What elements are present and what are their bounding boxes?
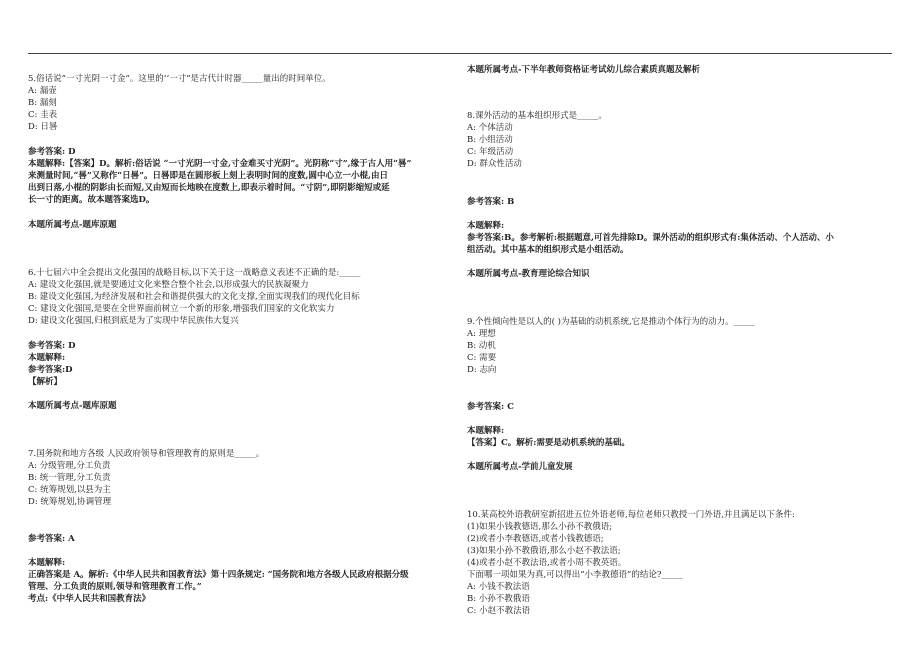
- question-10: [467, 509, 897, 617]
- question-6-topic: [28, 400, 458, 412]
- option-b: B: 漏刻: [28, 98, 57, 108]
- explanation-line: 长一寸的距离。故本题答案选D。: [28, 195, 155, 205]
- option-c: C: 统筹规划,以县为主: [28, 485, 111, 495]
- question-stem: 7.国务院和地方各级 人民政府领导和管理教育的原则是_____。: [28, 449, 265, 459]
- condition-line: (3)如果小孙不教俄语,那么小赵不教法语;: [467, 546, 621, 556]
- topic-label: 本题所属考点-下半年教师资格证考试幼儿综合素质真题及解析: [467, 65, 701, 75]
- explanation-line: 本题解释:【答案】D。解析:俗话说 “一寸光阴一寸金,寸金难买寸光阴”。光阴称“寸”,缘于古人用“晷”: [28, 159, 412, 169]
- explanation-line: 组活动。其中基本的组织形式是小组活动。: [467, 245, 629, 255]
- question-8-explanation: [467, 220, 897, 256]
- explanation-line: 出到日落,小棍的阴影由长而短,又由短而长地映在度数上,即表示着时间。“寸阴”,即阴影缩短或延: [28, 183, 390, 193]
- question-9-topic: [467, 461, 897, 473]
- option-a: A: 理想: [467, 329, 496, 339]
- question-stem: 9.个性倾向性是以人的( )为基础的动机系统,它是推动个体行为的动力。_____: [467, 317, 755, 327]
- explanation-line: 考点:《中华人民共和国教育法》: [28, 594, 151, 604]
- reference-answer: 参考答案: D: [28, 147, 76, 157]
- explanation-line: 正确答案是 A。解析:《中华人民共和国教育法》第十四条规定: “国务院和地方各级人民政府根据分级: [28, 570, 409, 580]
- condition-line: (2)或者小李教德语,或者小钱教德语;: [467, 534, 604, 544]
- header-rule: [28, 53, 892, 54]
- question-stem: 6.十七届六中全会提出文化强国的战略目标,以下关于这一战略意义表述不正确的是:_____: [28, 268, 361, 278]
- question-5-answer: [28, 146, 458, 206]
- question-stem: 10.某高校外语教研室新招进五位外语老师,每位老师只教授一门外语,并且满足以下条件:: [467, 510, 795, 520]
- explanation-heading: 本题解释:: [467, 221, 505, 231]
- option-c: C: 圭表: [28, 110, 58, 120]
- option-a: A: 个体活动: [467, 123, 513, 133]
- question-9: [467, 316, 897, 376]
- question-8: [467, 110, 897, 170]
- explanation-heading: 本题解释:: [28, 558, 66, 568]
- option-c: C: 小赵不教法语: [467, 606, 531, 616]
- topic-label: 本题所属考点-题库原题: [28, 220, 117, 230]
- explanation-heading: 本题解释:: [28, 353, 66, 363]
- explanation-line: 【答案】C。解析:需要是动机系统的基础。: [467, 438, 630, 448]
- question-stem: 5.俗话说“一寸光阴一寸金”。这里的‘‘一寸”是古代计时器_____量出的时间单位。: [28, 74, 331, 84]
- reference-answer: 参考答案: D: [28, 341, 76, 351]
- question-7: [28, 448, 458, 508]
- question-7-answer: [28, 533, 458, 545]
- question-9-explanation: [467, 425, 897, 449]
- explanation-heading: 本题解释:: [467, 426, 505, 436]
- explanation-line: 来测量时间,“晷”又称作“日晷”。日晷即是在圆形板上刻上表明时间的度数,圆中心立一小棍,由日: [28, 171, 388, 181]
- option-d: D: 群众性活动: [467, 159, 522, 169]
- question-8-topic: [467, 268, 897, 280]
- option-d: D: 统筹规划,协调管理: [28, 497, 112, 507]
- option-b: B: 建设文化强国,为经济发展和社会和谐提供强大的文化支撑,全面实现我们的现代化目标: [28, 292, 360, 302]
- question-5: [28, 73, 458, 133]
- topic-label: 本题所属考点-题库原题: [28, 401, 117, 411]
- explanation-line: 管理、分工负责的原则,领导和管理教育工作。”: [28, 582, 202, 592]
- option-b: B: 统一管理,分工负责: [28, 473, 111, 483]
- question-9-answer: [467, 401, 897, 413]
- condition-line: (1)如果小钱教德语,那么小孙不教俄语;: [467, 522, 613, 532]
- explanation-line: 参考答案:B。参考解析:根据题意,可首先排除D。课外活动的组织形式有:集体活动、个人活动、小: [467, 233, 834, 243]
- option-a: A: 漏壶: [28, 86, 57, 96]
- option-d: D: 日晷: [28, 122, 58, 132]
- option-a: A: 小钱不教法语: [467, 582, 530, 592]
- topic-label: 本题所属考点-教育理论综合知识: [467, 269, 590, 279]
- question-6-answer: [28, 340, 458, 388]
- option-b: B: 小组活动: [467, 135, 513, 145]
- option-b: B: 小孙不教俄语: [467, 594, 530, 604]
- option-a: A: 分级管理,分工负责: [28, 461, 111, 471]
- option-c: C: 建设文化强国,是要在全世界面前树立一个新的形象,增强我们国家的文化软实力: [28, 304, 335, 314]
- topic-label: 本题所属考点-学前儿童发展: [467, 462, 573, 472]
- reference-answer: 参考答案: A: [28, 534, 75, 544]
- question-6: [28, 267, 458, 327]
- previous-topic: [467, 64, 897, 76]
- option-d: D: 志向: [467, 365, 497, 375]
- option-a: A: 建设文化强国,就是要通过文化来整合整个社会,以形成强大的民族凝聚力: [28, 280, 309, 290]
- question-8-answer: [467, 196, 897, 208]
- option-d: D: 建设文化强国,归根到底是为了实现中华民族伟大复兴: [28, 316, 239, 326]
- question-stem: 8.课外活动的基本组织形式是_____。: [467, 111, 607, 121]
- reference-answer: 参考答案: C: [467, 402, 514, 412]
- reference-answer: 参考答案:D: [28, 365, 73, 375]
- option-c: C: 需要: [467, 353, 497, 363]
- question-7-explanation: [28, 557, 458, 605]
- condition-line: (4)或者小赵不教法语,或者小周不教英语。: [467, 558, 627, 568]
- reference-answer: 参考答案: B: [467, 197, 515, 207]
- question-5-topic: [28, 219, 458, 231]
- question-prompt: 下面哪一项如果为真,可以得出“小李教德语”的结论?_____: [467, 570, 683, 580]
- option-b: B: 动机: [467, 341, 496, 351]
- explanation-tag: 【解析】: [28, 377, 63, 387]
- option-c: C: 年级活动: [467, 147, 514, 157]
